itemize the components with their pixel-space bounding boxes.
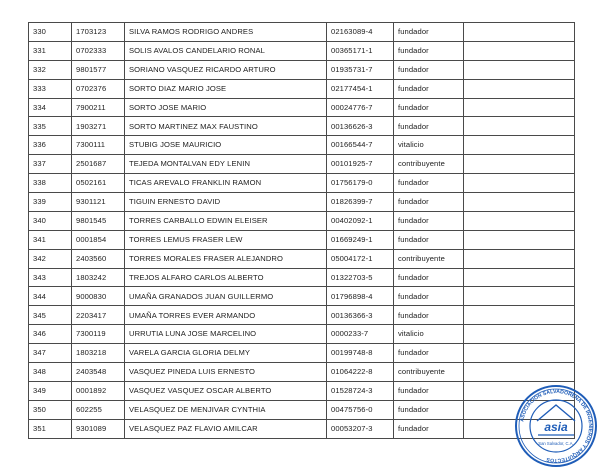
member-type-cell: fundador bbox=[394, 98, 464, 117]
member-name-cell: TIGUIN ERNESTO DAVID bbox=[125, 193, 327, 212]
member-name-cell: TICAS AREVALO FRANKLIN RAMON bbox=[125, 174, 327, 193]
member-name-cell: TREJOS ALFARO CARLOS ALBERTO bbox=[125, 268, 327, 287]
member-type-cell: fundador bbox=[394, 306, 464, 325]
member-code-cell: 00101925-7 bbox=[327, 155, 394, 174]
member-type-cell: fundador bbox=[394, 41, 464, 60]
table-row bbox=[29, 117, 575, 136]
member-name-cell: VASQUEZ PINEDA LUIS ERNESTO bbox=[125, 363, 327, 382]
blank-cell bbox=[464, 344, 575, 363]
table-row bbox=[29, 136, 575, 155]
member-code-cell: 00402092-1 bbox=[327, 211, 394, 230]
member-code-cell: 01756179-0 bbox=[327, 174, 394, 193]
member-id-cell: 1703123 bbox=[72, 23, 125, 42]
row-number-cell: 336 bbox=[29, 136, 72, 155]
member-name-cell: STUBIG JOSE MAURICIO bbox=[125, 136, 327, 155]
member-id-cell: 0001892 bbox=[72, 381, 125, 400]
member-type-cell: fundador bbox=[394, 211, 464, 230]
member-id-cell: 9301121 bbox=[72, 193, 125, 212]
row-number-cell: 331 bbox=[29, 41, 72, 60]
member-type-cell: fundador bbox=[394, 287, 464, 306]
member-code-cell: 01064222-8 bbox=[327, 363, 394, 382]
table-row bbox=[29, 23, 575, 42]
table-row bbox=[29, 363, 575, 382]
row-number-cell: 339 bbox=[29, 193, 72, 212]
member-code-cell: 01826399-7 bbox=[327, 193, 394, 212]
member-name-cell: SILVA RAMOS RODRIGO ANDRES bbox=[125, 23, 327, 42]
row-number-cell: 340 bbox=[29, 211, 72, 230]
member-code-cell: 00199748-8 bbox=[327, 344, 394, 363]
member-name-cell: URRUTIA LUNA JOSE MARCELINO bbox=[125, 325, 327, 344]
member-name-cell: TEJEDA MONTALVAN EDY LENIN bbox=[125, 155, 327, 174]
blank-cell bbox=[464, 306, 575, 325]
member-id-cell: 9801545 bbox=[72, 211, 125, 230]
table-row bbox=[29, 400, 575, 419]
member-type-cell: fundador bbox=[394, 400, 464, 419]
member-type-cell: vitalicio bbox=[394, 325, 464, 344]
member-type-cell: vitalicio bbox=[394, 136, 464, 155]
row-number-cell: 335 bbox=[29, 117, 72, 136]
member-id-cell: 1803218 bbox=[72, 344, 125, 363]
member-name-cell: VARELA GARCIA GLORIA DELMY bbox=[125, 344, 327, 363]
member-id-cell: 2203417 bbox=[72, 306, 125, 325]
member-type-cell: fundador bbox=[394, 60, 464, 79]
member-name-cell: TORRES MORALES FRASER ALEJANDRO bbox=[125, 249, 327, 268]
member-type-cell: contribuyente bbox=[394, 363, 464, 382]
association-seal bbox=[513, 383, 599, 469]
table-row bbox=[29, 325, 575, 344]
member-code-cell: 00136626-3 bbox=[327, 117, 394, 136]
member-code-cell: 01935731-7 bbox=[327, 60, 394, 79]
seal-ring-text: ASOCIACION SALVADOREÑA DE INGENIEROS Y ARQUITECTOS bbox=[519, 388, 594, 464]
member-name-cell: SORTO MARTINEZ MAX FAUSTINO bbox=[125, 117, 327, 136]
table-row bbox=[29, 287, 575, 306]
member-name-cell: UMAÑA GRANADOS JUAN GUILLERMO bbox=[125, 287, 327, 306]
member-id-cell: 0502161 bbox=[72, 174, 125, 193]
table-row bbox=[29, 381, 575, 400]
row-number-cell: 351 bbox=[29, 419, 72, 438]
member-id-cell: 9801577 bbox=[72, 60, 125, 79]
member-code-cell: 00475756-0 bbox=[327, 400, 394, 419]
blank-cell bbox=[464, 136, 575, 155]
member-code-cell: 0000233-7 bbox=[327, 325, 394, 344]
row-number-cell: 332 bbox=[29, 60, 72, 79]
table-row bbox=[29, 98, 575, 117]
member-code-cell: 00166544-7 bbox=[327, 136, 394, 155]
member-id-cell: 0001854 bbox=[72, 230, 125, 249]
table-row bbox=[29, 174, 575, 193]
row-number-cell: 350 bbox=[29, 400, 72, 419]
table-row bbox=[29, 249, 575, 268]
table-row bbox=[29, 211, 575, 230]
member-type-cell: fundador bbox=[394, 344, 464, 363]
member-id-cell: 602255 bbox=[72, 400, 125, 419]
blank-cell bbox=[464, 287, 575, 306]
row-number-cell: 338 bbox=[29, 174, 72, 193]
blank-cell bbox=[464, 60, 575, 79]
row-number-cell: 343 bbox=[29, 268, 72, 287]
member-name-cell: VELASQUEZ DE MENJIVAR CYNTHIA bbox=[125, 400, 327, 419]
seal-center-text: asia bbox=[544, 420, 568, 434]
table-row bbox=[29, 60, 575, 79]
table-row bbox=[29, 193, 575, 212]
member-code-cell: 00024776-7 bbox=[327, 98, 394, 117]
member-name-cell: TORRES LEMUS FRASER LEW bbox=[125, 230, 327, 249]
member-id-cell: 7300111 bbox=[72, 136, 125, 155]
blank-cell bbox=[464, 41, 575, 60]
blank-cell bbox=[464, 98, 575, 117]
member-code-cell: 01322703-5 bbox=[327, 268, 394, 287]
member-code-cell: 00136366-3 bbox=[327, 306, 394, 325]
row-number-cell: 346 bbox=[29, 325, 72, 344]
blank-cell bbox=[464, 230, 575, 249]
member-id-cell: 1903271 bbox=[72, 117, 125, 136]
blank-cell bbox=[464, 325, 575, 344]
blank-cell bbox=[464, 155, 575, 174]
row-number-cell: 344 bbox=[29, 287, 72, 306]
member-id-cell: 7300119 bbox=[72, 325, 125, 344]
member-id-cell: 9301089 bbox=[72, 419, 125, 438]
member-code-cell: 05004172-1 bbox=[327, 249, 394, 268]
member-type-cell: fundador bbox=[394, 230, 464, 249]
row-number-cell: 334 bbox=[29, 98, 72, 117]
member-name-cell: VASQUEZ VASQUEZ OSCAR ALBERTO bbox=[125, 381, 327, 400]
member-code-cell: 00053207-3 bbox=[327, 419, 394, 438]
table-row bbox=[29, 306, 575, 325]
member-id-cell: 9000830 bbox=[72, 287, 125, 306]
blank-cell bbox=[464, 79, 575, 98]
seal-place-text: San Salvador, C.A. bbox=[538, 441, 574, 446]
blank-cell bbox=[464, 363, 575, 382]
member-type-cell: fundador bbox=[394, 117, 464, 136]
member-code-cell: 02163089-4 bbox=[327, 23, 394, 42]
member-id-cell: 7900211 bbox=[72, 98, 125, 117]
member-id-cell: 1803242 bbox=[72, 268, 125, 287]
member-name-cell: VELASQUEZ PAZ FLAVIO AMILCAR bbox=[125, 419, 327, 438]
blank-cell bbox=[464, 249, 575, 268]
member-name-cell: SORTO DIAZ MARIO JOSE bbox=[125, 79, 327, 98]
member-type-cell: fundador bbox=[394, 419, 464, 438]
member-code-cell: 01796898-4 bbox=[327, 287, 394, 306]
blank-cell bbox=[464, 23, 575, 42]
member-id-cell: 0702376 bbox=[72, 79, 125, 98]
member-type-cell: contribuyente bbox=[394, 155, 464, 174]
row-number-cell: 337 bbox=[29, 155, 72, 174]
member-id-cell: 2501687 bbox=[72, 155, 125, 174]
member-name-cell: SORIANO VASQUEZ RICARDO ARTURO bbox=[125, 60, 327, 79]
member-id-cell: 2403548 bbox=[72, 363, 125, 382]
table-row bbox=[29, 419, 575, 438]
member-type-cell: fundador bbox=[394, 174, 464, 193]
member-type-cell: fundador bbox=[394, 193, 464, 212]
table-row bbox=[29, 155, 575, 174]
member-type-cell: contribuyente bbox=[394, 249, 464, 268]
table-row bbox=[29, 79, 575, 98]
blank-cell bbox=[464, 174, 575, 193]
row-number-cell: 348 bbox=[29, 363, 72, 382]
row-number-cell: 345 bbox=[29, 306, 72, 325]
table-row bbox=[29, 344, 575, 363]
table-row bbox=[29, 230, 575, 249]
blank-cell bbox=[464, 211, 575, 230]
member-code-cell: 01528724-3 bbox=[327, 381, 394, 400]
row-number-cell: 330 bbox=[29, 23, 72, 42]
row-number-cell: 333 bbox=[29, 79, 72, 98]
member-code-cell: 01669249-1 bbox=[327, 230, 394, 249]
member-type-cell: fundador bbox=[394, 381, 464, 400]
table-row bbox=[29, 268, 575, 287]
member-table bbox=[28, 22, 575, 439]
member-code-cell: 00365171-1 bbox=[327, 41, 394, 60]
row-number-cell: 347 bbox=[29, 344, 72, 363]
member-type-cell: fundador bbox=[394, 268, 464, 287]
row-number-cell: 349 bbox=[29, 381, 72, 400]
member-id-cell: 0702333 bbox=[72, 41, 125, 60]
member-name-cell: TORRES CARBALLO EDWIN ELEISER bbox=[125, 211, 327, 230]
member-type-cell: fundador bbox=[394, 23, 464, 42]
row-number-cell: 342 bbox=[29, 249, 72, 268]
blank-cell bbox=[464, 268, 575, 287]
blank-cell bbox=[464, 193, 575, 212]
blank-cell bbox=[464, 117, 575, 136]
member-code-cell: 02177454-1 bbox=[327, 79, 394, 98]
member-name-cell: UMAÑA TORRES EVER ARMANDO bbox=[125, 306, 327, 325]
member-type-cell: fundador bbox=[394, 79, 464, 98]
member-name-cell: SOLIS AVALOS CANDELARIO RONAL bbox=[125, 41, 327, 60]
member-table-body bbox=[29, 23, 575, 439]
row-number-cell: 341 bbox=[29, 230, 72, 249]
member-id-cell: 2403560 bbox=[72, 249, 125, 268]
member-name-cell: SORTO JOSE MARIO bbox=[125, 98, 327, 117]
table-row bbox=[29, 41, 575, 60]
